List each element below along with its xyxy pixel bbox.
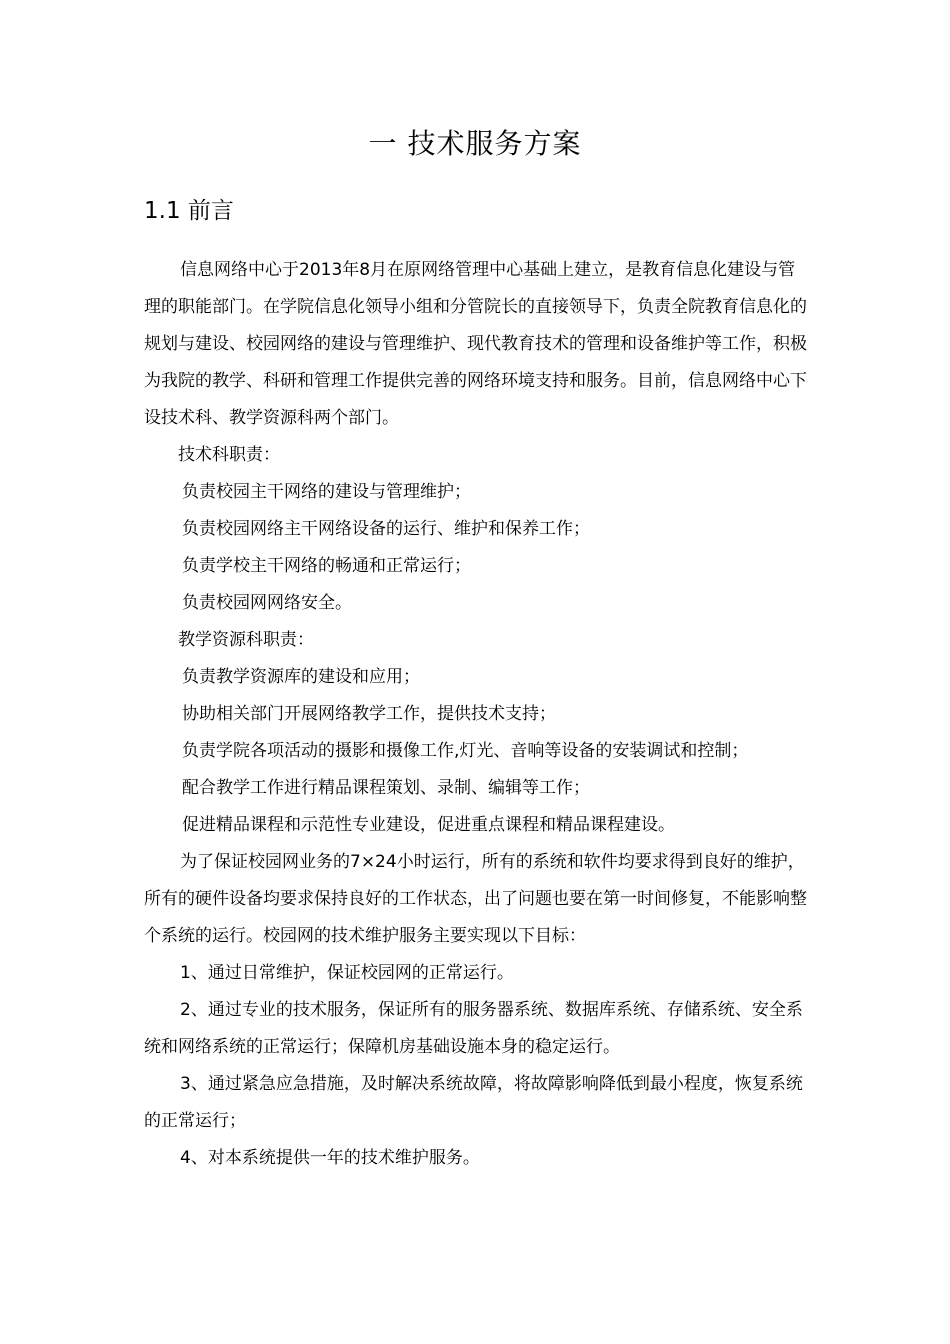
intro-paragraph: 信息网络中心于2013年8月在原网络管理中心基础上建立，是教育信息化建设与管理的职能部门。在学院信息化领导小组和分管院长的直接领导下，负责全院教育信息化的规划与建设、校园网络的建设与管理维护、现代教育技术的管理和设备维护等工作，积极为我院的教学、科研和管理工作提供完善的网络环境支持和服务。目前，信息网络中心下设技术科、教学资源科两个部门。 [144,260,807,428]
resource-heading: 教学资源科职责： [178,630,314,650]
resource-item: 负责学院各项活动的摄影和摄像工作,灯光、音响等设备的安装调试和控制； [182,741,749,761]
goal-item: 1、通过日常维护，保证校园网的正常运行。 [180,963,514,983]
goal-item: 3、通过紧急应急措施，及时解决系统故障，将故障影响降低到最小程度，恢复系统的正常运行； [144,1074,803,1131]
resource-item: 负责教学资源库的建设和应用； [182,667,420,687]
document-title: 一 技术服务方案 [368,127,582,160]
tech-item: 负责学校主干网络的畅通和正常运行； [182,556,471,576]
document-body [144,252,810,1177]
tech-item: 负责校园主干网络的建设与管理维护； [182,482,471,502]
goal-intro-paragraph: 为了保证校园网业务的7×24小时运行，所有的系统和软件均要求得到良好的维护，所有的硬件设备均要求保持良好的工作状态，出了问题也要在第一时间修复，不能影响整个系统的运行。校园网的技术维护服务主要实现以下目标： [144,852,807,946]
resource-item: 促进精品课程和示范性专业建设，促进重点课程和精品课程建设。 [182,815,675,835]
tech-item: 负责校园网络主干网络设备的运行、维护和保养工作； [182,519,590,539]
resource-item: 协助相关部门开展网络教学工作，提供技术支持； [182,704,556,724]
tech-heading: 技术科职责： [178,445,280,465]
tech-item: 负责校园网网络安全。 [182,593,352,613]
goal-item: 2、通过专业的技术服务，保证所有的服务器系统、数据库系统、存储系统、安全系统和网络系统的正常运行；保障机房基础设施本身的稳定运行。 [144,1000,803,1057]
section-heading: 1.1 前言 [144,198,234,224]
resource-item: 配合教学工作进行精品课程策划、录制、编辑等工作； [182,778,590,798]
goal-item: 4、对本系统提供一年的技术维护服务。 [180,1148,480,1168]
